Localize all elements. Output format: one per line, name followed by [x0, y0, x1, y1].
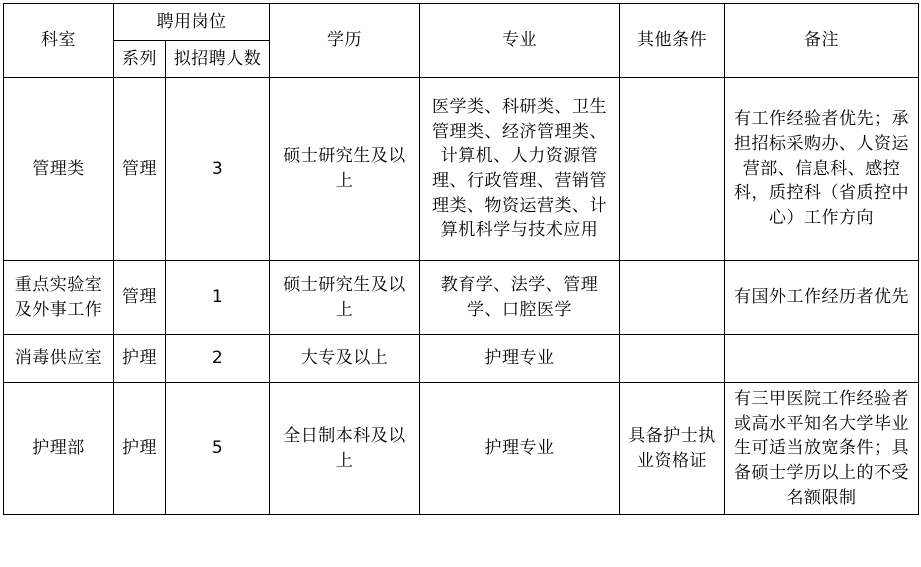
- cell-major: 医学类、科研类、卫生管理类、经济管理类、计算机、人力资源管理、行政管理、营销管理类、物资运营类、计算机科学与技术应用: [420, 78, 620, 261]
- cell-other: [620, 261, 725, 335]
- cell-education: 全日制本科及以上: [270, 383, 420, 515]
- cell-series: 管理: [114, 261, 166, 335]
- header-planned-count: 拟招聘人数: [166, 41, 270, 78]
- header-education: 学历: [270, 4, 420, 78]
- cell-series: 护理: [114, 335, 166, 383]
- cell-remark: [725, 335, 919, 383]
- cell-other: [620, 335, 725, 383]
- cell-major: 护理专业: [420, 383, 620, 515]
- cell-other: [620, 78, 725, 261]
- cell-education: 大专及以上: [270, 335, 420, 383]
- cell-count: 5: [166, 383, 270, 515]
- table-row: [4, 261, 919, 335]
- cell-series: 管理: [114, 78, 166, 261]
- cell-dept: 重点实验室及外事工作: [4, 261, 114, 335]
- header-dept: 科室: [4, 4, 114, 78]
- cell-major: 教育学、法学、管理学、口腔医学: [420, 261, 620, 335]
- cell-remark: 有工作经验者优先；承担招标采购办、人资运营部、信息科、感控科，质控科（省质控中心）工作方向: [725, 78, 919, 261]
- cell-remark: 有三甲医院工作经验者或高水平知名大学毕业生可适当放宽条件；具备硕士学历以上的不受名额限制: [725, 383, 919, 515]
- header-series: 系列: [114, 41, 166, 78]
- cell-dept: 消毒供应室: [4, 335, 114, 383]
- cell-series: 护理: [114, 383, 166, 515]
- table-row: [4, 78, 919, 261]
- table-row: [4, 383, 919, 515]
- cell-major: 护理专业: [420, 335, 620, 383]
- cell-other: 具备护士执业资格证: [620, 383, 725, 515]
- table-row: [4, 335, 919, 383]
- cell-count: 2: [166, 335, 270, 383]
- header-other-conditions: 其他条件: [620, 4, 725, 78]
- header-position-group: 聘用岗位: [114, 4, 270, 41]
- recruitment-table: [3, 3, 919, 515]
- header-major: 专业: [420, 4, 620, 78]
- cell-dept: 管理类: [4, 78, 114, 261]
- cell-count: 1: [166, 261, 270, 335]
- cell-count: 3: [166, 78, 270, 261]
- table-body: [4, 78, 919, 515]
- header-row-top: [4, 4, 919, 41]
- cell-education: 硕士研究生及以上: [270, 78, 420, 261]
- cell-remark: 有国外工作经历者优先: [725, 261, 919, 335]
- table-header: [4, 4, 919, 78]
- cell-dept: 护理部: [4, 383, 114, 515]
- header-remarks: 备注: [725, 4, 919, 78]
- cell-education: 硕士研究生及以上: [270, 261, 420, 335]
